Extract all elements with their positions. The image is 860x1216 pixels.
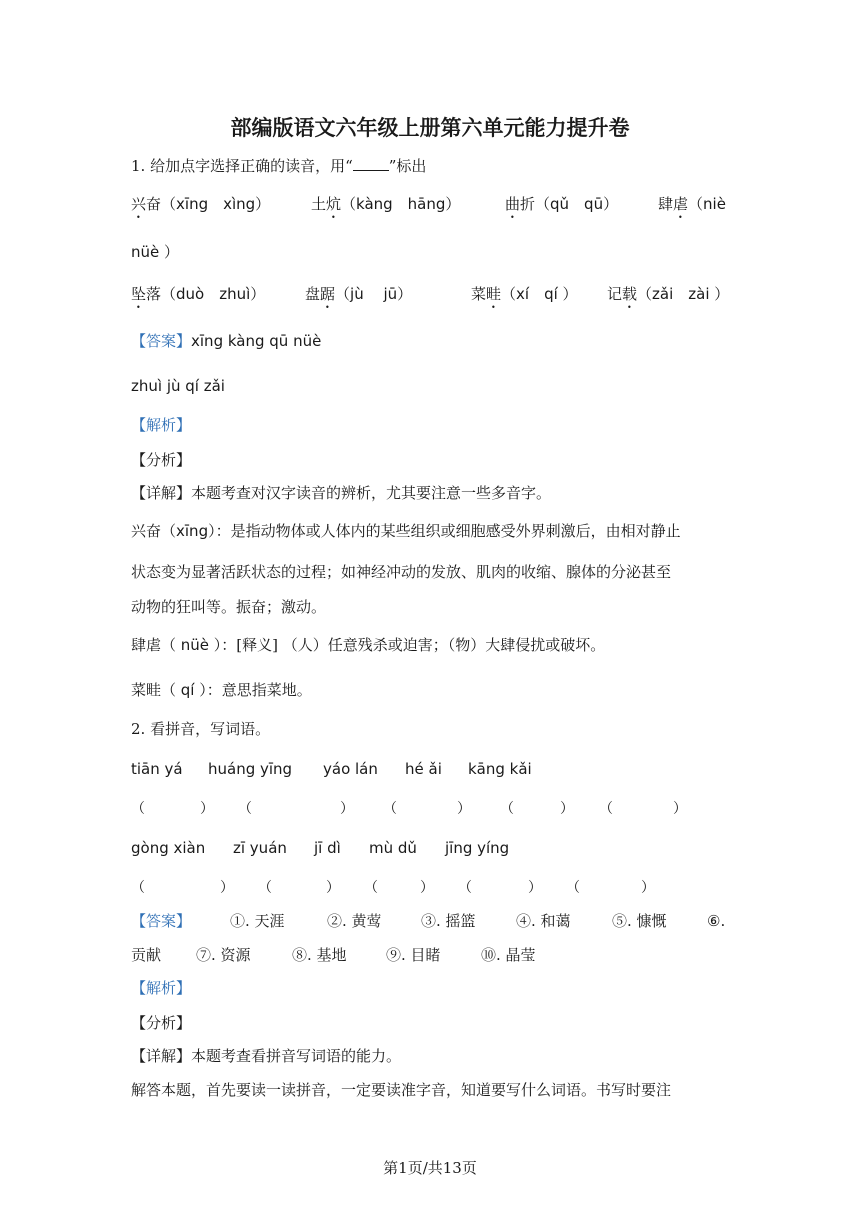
- answer-tag: 【答案】: [131, 332, 192, 350]
- page-title: 部编版语文六年级上册第六单元能力提升卷: [230, 115, 630, 140]
- q1-expl1-line3: 动物的狂叫等。振奋；激动。: [131, 598, 327, 616]
- q1-expl1: 兴奋（xīng）：是指动物体或人体内的某些组织或细胞感受外界刺激后，由相对静止: [131, 522, 681, 540]
- pinyin-word: jī dì: [314, 839, 341, 857]
- dotted-char: 虐: [673, 195, 689, 213]
- pinyin-word: hé ǎi: [405, 760, 442, 778]
- dotted-char: 兴: [131, 195, 147, 213]
- pinyin-options: （zǎi zài ）: [637, 285, 730, 303]
- answer-blank-close: ）: [200, 801, 214, 817]
- dotted-char: 载: [622, 285, 638, 303]
- q2-stem: 2. 看拼音，写词语。: [131, 720, 271, 738]
- answer-word: ①. 天涯: [230, 912, 285, 930]
- reading-item: 曲折（qǔ qū）: [505, 195, 619, 213]
- dotted-char: 炕: [326, 195, 342, 213]
- reading-item: 菜畦（xí qí ）: [471, 285, 578, 303]
- answer-blank-open: （: [258, 880, 272, 896]
- answer-word: ⑥.: [707, 912, 726, 930]
- pinyin-word: mù dǔ: [369, 839, 417, 857]
- q1-analysis-tag: 【解析】: [131, 416, 192, 434]
- answer-word: ⑨. 目睹: [386, 946, 441, 964]
- answer-blank-close: ）: [673, 801, 687, 817]
- reading-item: 兴奋（xīng xìng）: [131, 195, 271, 213]
- reading-item: 盘踞（jù jū）: [305, 285, 413, 303]
- pinyin-options: （kàng hāng）: [341, 195, 461, 213]
- answer-blank-open: （: [238, 801, 252, 817]
- q2-detail: 【详解】本题考查看拼音写词语的能力。: [131, 1047, 402, 1065]
- answer-word: ④. 和蔼: [516, 912, 571, 930]
- pinyin-word: tiān yá: [131, 760, 183, 778]
- reading-item: 肆虐（niè: [658, 195, 726, 213]
- pinyin-options: （xīng xìng）: [161, 195, 271, 213]
- answer-word: ③. 摇篮: [421, 912, 476, 930]
- answer-blank-open: （: [566, 880, 580, 896]
- q2-answer-tag: 【答案】: [131, 912, 192, 930]
- answer-blank-close: ）: [641, 880, 655, 896]
- reading-item: 土炕（kàng hāng）: [311, 195, 461, 213]
- dotted-char: 曲: [505, 195, 521, 213]
- pinyin-word: huáng yīng: [208, 760, 293, 778]
- pinyin-options: （niè: [688, 195, 726, 213]
- answer-blank-close: ）: [457, 801, 471, 817]
- answer-blank-close: ）: [326, 880, 340, 896]
- dotted-char: 畦: [486, 285, 502, 303]
- q2-analysis-tag: 【解析】: [131, 979, 192, 997]
- answer-word: 贡献: [131, 946, 162, 964]
- answer-blank-close: ）: [560, 801, 574, 817]
- pinyin-options: （xí qí ）: [501, 285, 578, 303]
- answer-blank-open: （: [458, 880, 472, 896]
- answer-blank-open: （: [131, 880, 145, 896]
- answer-blank-close: ）: [340, 801, 354, 817]
- answer-word: ⑤. 慷慨: [612, 912, 667, 930]
- reading-item: 坠落（duò zhuì）: [131, 285, 266, 303]
- answer-blank-open: （: [131, 801, 145, 817]
- answer-word: ②. 黄莺: [327, 912, 382, 930]
- page-footer: 第1页/共13页: [383, 1159, 477, 1177]
- q1-fenxi: 【分析】: [131, 451, 192, 469]
- answer-blank-close: ）: [528, 880, 542, 896]
- q1-expl2: 肆虐（ nüè ）：[释义] （人）任意残杀或迫害；（物）大肆侵扰或破坏。: [131, 636, 606, 654]
- answer-blank-open: （: [599, 801, 613, 817]
- underline-blank: [353, 156, 389, 171]
- reading-item: 记载（zǎi zài ）: [607, 285, 730, 303]
- q1-answer-line2: zhuì jù qí zǎi: [131, 377, 225, 395]
- pinyin-options: （duò zhuì）: [161, 285, 266, 303]
- answer-blank-open: （: [500, 801, 514, 817]
- pinyin-options: （qǔ qū）: [535, 195, 619, 213]
- pinyin-options: （jù jū）: [335, 285, 413, 303]
- dotted-char: 坠: [131, 285, 147, 303]
- q1-detail: 【详解】本题考查对汉字读音的辨析，尤其要注意一些多音字。: [131, 484, 552, 502]
- pinyin-word: jīng yíng: [445, 839, 510, 857]
- pinyin-word: yáo lán: [323, 760, 378, 778]
- q1-expl1-line2: 状态变为显著活跃状态的过程；如神经冲动的发放、肌肉的收缩、腺体的分泌甚至: [131, 563, 672, 581]
- pinyin-word: kāng kǎi: [468, 760, 532, 778]
- q2-fenxi: 【分析】: [131, 1014, 192, 1032]
- q1-expl3: 菜畦（ qí ）：意思指菜地。: [131, 681, 312, 699]
- answer-word: ⑩. 晶莹: [481, 946, 536, 964]
- answer-blank-open: （: [364, 880, 378, 896]
- q1-stem: 1. 给加点字选择正确的读音，用“ ”标出: [131, 157, 427, 175]
- pinyin-word: zī yuán: [233, 839, 287, 857]
- answer-word: ⑦. 资源: [196, 946, 251, 964]
- answer-blank-open: （: [383, 801, 397, 817]
- q1-answer: 【答案】xīng kàng qū nüè: [131, 332, 322, 350]
- pinyin-word: gòng xiàn: [131, 839, 206, 857]
- answer-blank-close: ）: [220, 880, 234, 896]
- answer-blank-close: ）: [420, 880, 434, 896]
- q2-last-line: 解答本题，首先要读一读拼音，一定要读准字音，知道要写什么词语。书写时要注: [131, 1081, 672, 1099]
- q1-row1-wrap: nüè ）: [131, 243, 180, 261]
- answer-word: ⑧. 基地: [292, 946, 347, 964]
- dotted-char: 踞: [320, 285, 336, 303]
